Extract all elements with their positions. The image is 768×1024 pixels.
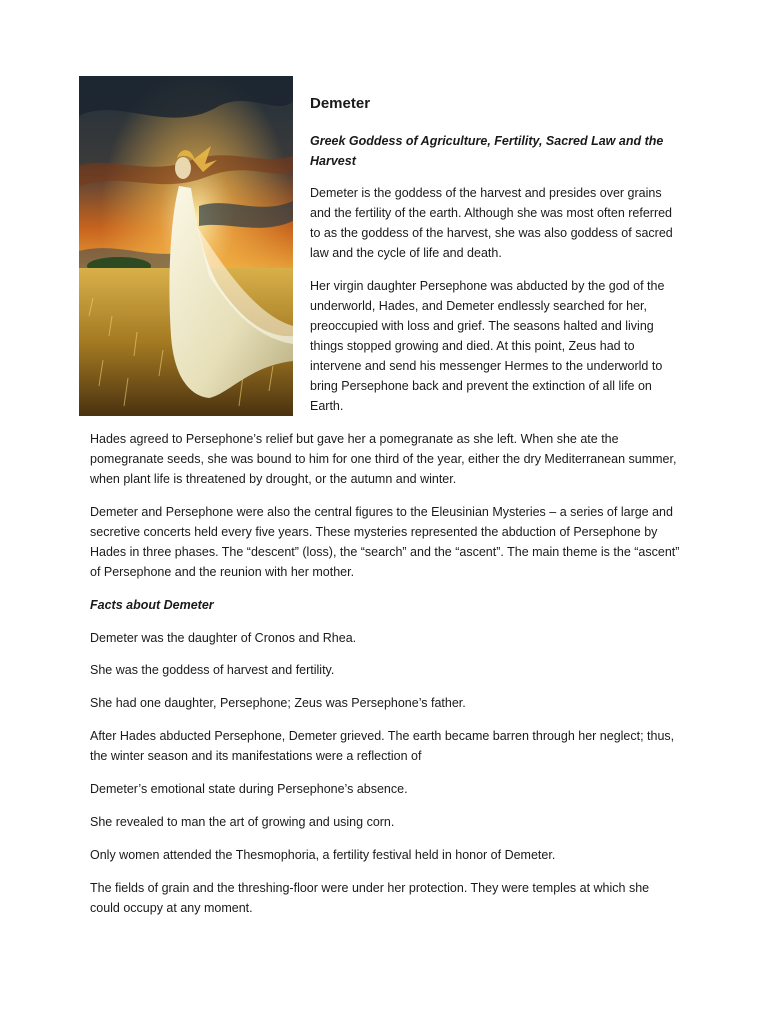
fact-item: She was the goddess of harvest and fertility.	[90, 663, 335, 677]
demeter-illustration	[79, 76, 293, 416]
fact-item: Only women attended the Thesmophoria, a fertility festival held in honor of Demeter.	[90, 848, 556, 862]
paragraph-persephone: Her virgin daughter Persephone was abducted by the god of the underworld, Hades, and Demeter endlessly searched for her, preoccupied with loss and grief. The seasons halted and living things stopped growing and died. At this point, Zeus had to intervene and send his messenger Hermes to the underworld to bring Persephone back and prevent the extinction of all life on Earth.	[310, 279, 665, 413]
fact-item: The fields of grain and the threshing-floor were under her protection. They were temples at which she could occupy at any moment.	[90, 881, 650, 915]
fact-item: After Hades abducted Persephone, Demeter grieved. The earth became barren through her neglect; thus, the winter season and its manifestations were a reflection of	[90, 729, 675, 763]
goddess-in-wheat-field-illustration	[79, 76, 293, 416]
paragraph-intro: Demeter is the goddess of the harvest and presides over grains and the fertility of the earth. Although she was most often referred to as the goddess of the harvest, she was also goddess of sacred law and the cycle of life and death.	[310, 186, 673, 260]
fact-item: She had one daughter, Persephone; Zeus was Persephone’s father.	[90, 696, 466, 710]
fact-item: Demeter’s emotional state during Persephone’s absence.	[90, 782, 408, 796]
paragraph-pomegranate: Hades agreed to Persephone’s relief but gave her a pomegranate as she left. When she ate the pomegranate seeds, she was bound to him for one third of the year, either the dry Mediterranean summer, when plant life is threatened by drought, or the autumn and winter.	[90, 432, 677, 486]
page-title: Demeter	[310, 95, 371, 112]
facts-heading: Facts about Demeter	[90, 598, 214, 612]
paragraph-mysteries: Demeter and Persephone were also the central figures to the Eleusinian Mysteries – a series of large and secretive concerts held every five years. These mysteries represented the abduction of Persephone by Hades in three phases. The “descent” (loss), the “search” and the “ascent”. The main theme is the “ascent” of Persephone and the reunion with her mother.	[90, 505, 680, 579]
page-subtitle: Greek Goddess of Agriculture, Fertility, Sacred Law and the Harvest	[310, 134, 664, 168]
fact-item: Demeter was the daughter of Cronos and Rhea.	[90, 631, 357, 645]
fact-item: She revealed to man the art of growing and using corn.	[90, 815, 395, 829]
